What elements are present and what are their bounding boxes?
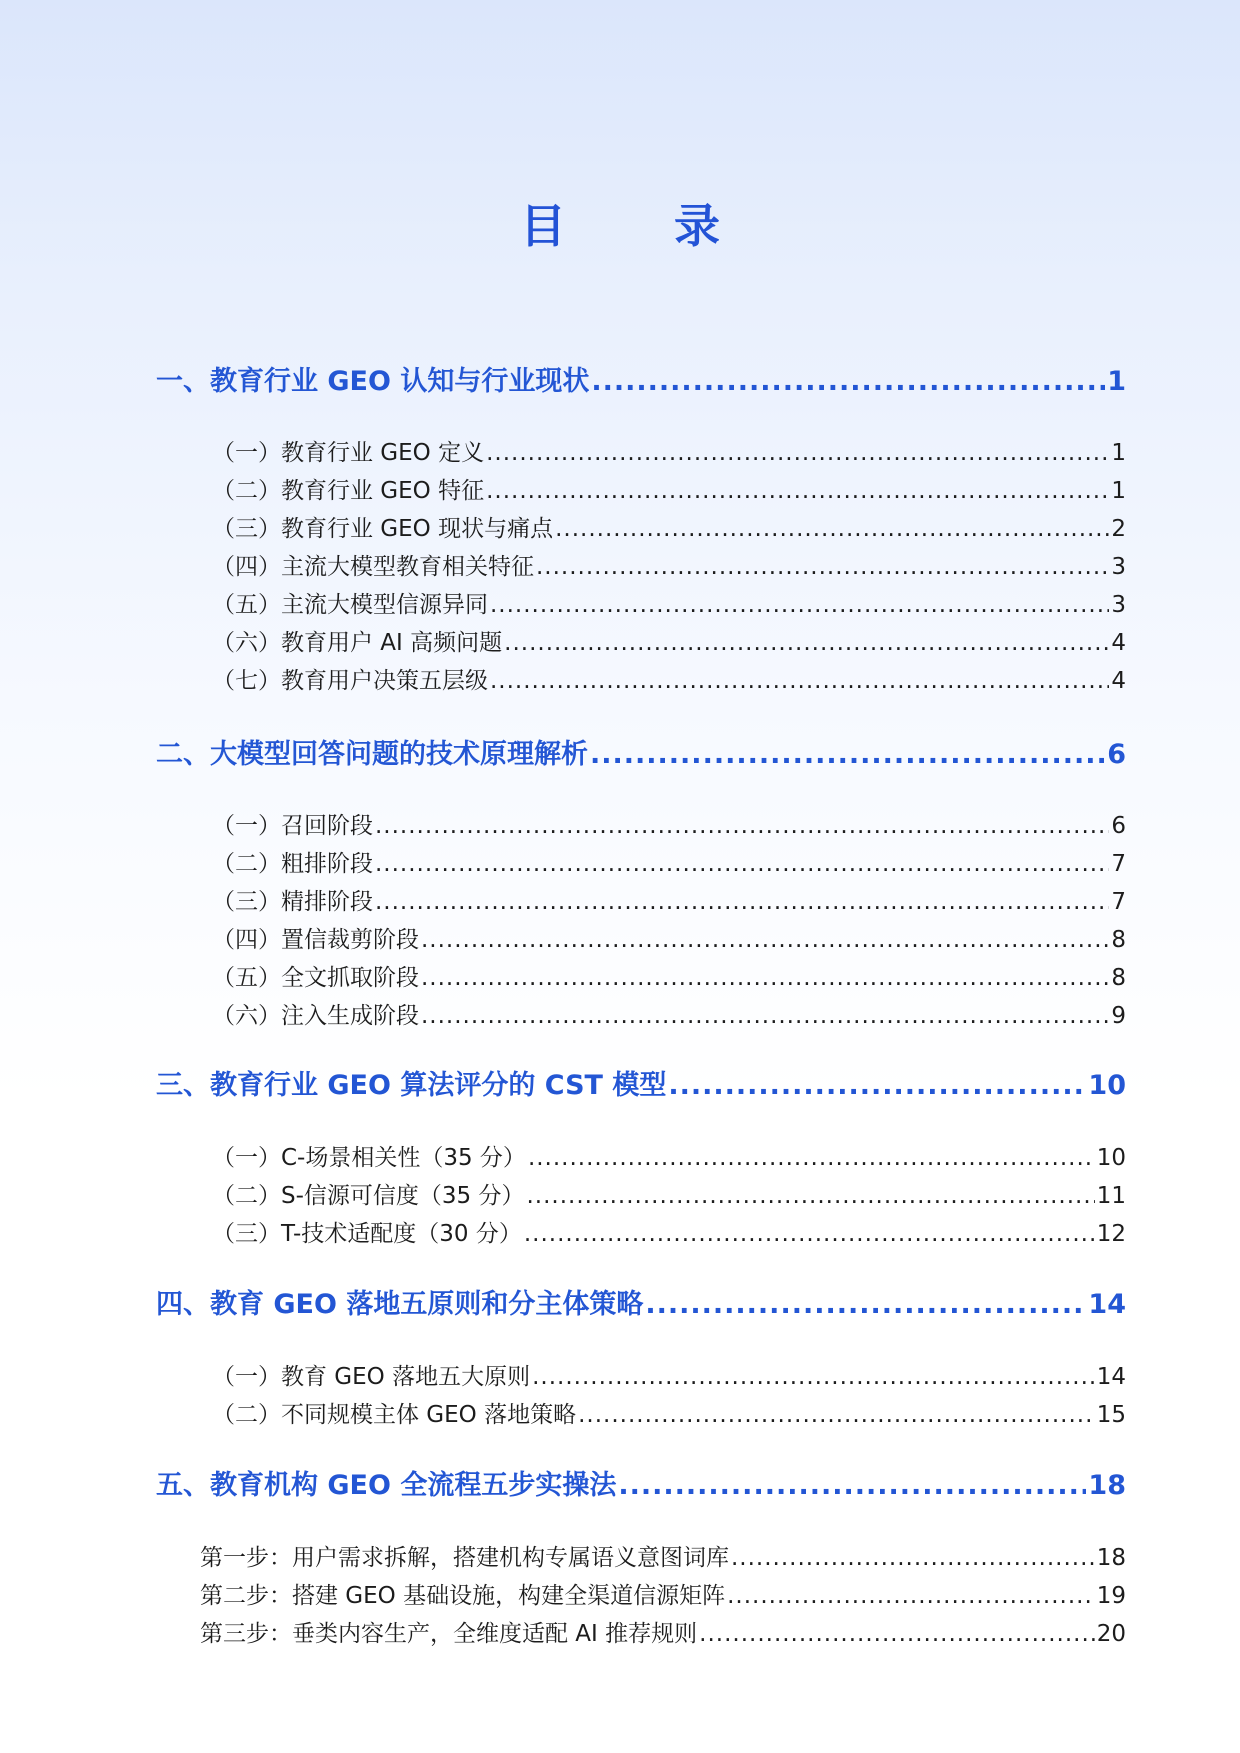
page-number: 1 [1111,478,1126,504]
page-number: 2 [1111,516,1126,542]
toc-item-1-4[interactable] [212,552,1126,582]
page-number: 14 [1088,1289,1126,1320]
page-number: 7 [1111,851,1126,877]
page-number: 10 [1088,1070,1126,1101]
page-number: 8 [1111,927,1126,953]
item-label: 第三步：垂类内容生产，全维度适配 AI 推荐规则 [200,1621,698,1647]
page-number: 9 [1111,1003,1126,1029]
item-label: （七）教育用户决策五层级 [212,668,488,694]
page-number: 6 [1107,739,1126,770]
dot-leader [526,1181,1094,1211]
toc-item-5-2[interactable] [200,1581,1126,1611]
page-number: 10 [1096,1145,1126,1171]
dot-leader [528,1143,1095,1173]
page-number: 8 [1111,965,1126,991]
page-number: 4 [1111,630,1126,656]
page-number: 3 [1111,592,1126,618]
toc-section-5[interactable] [156,1469,1126,1503]
dot-leader [421,963,1109,993]
dot-leader [668,1069,1086,1103]
toc-section-1[interactable] [156,365,1126,399]
section-label: 三、教育行业 GEO 算法评分的 CST 模型 [156,1070,667,1101]
section-label: 四、教育 GEO 落地五原则和分主体策略 [156,1289,644,1320]
dot-leader [375,849,1109,879]
page-number: 14 [1096,1364,1126,1390]
dot-leader [490,590,1109,620]
section-label: 一、教育行业 GEO 认知与行业现状 [156,366,590,397]
dot-leader [645,1288,1086,1322]
page-number: 7 [1111,889,1126,915]
toc-item-1-3[interactable] [212,514,1126,544]
page-number: 1 [1107,366,1126,397]
item-label: （五）全文抓取阶段 [212,965,419,991]
toc-item-5-3[interactable] [200,1619,1126,1649]
dot-leader [590,738,1105,772]
toc-item-2-3[interactable] [212,887,1126,917]
item-label: （一）教育行业 GEO 定义 [212,440,485,466]
toc-item-1-6[interactable] [212,628,1126,658]
item-label: （一）教育 GEO 落地五大原则 [212,1364,531,1390]
item-label: （三）教育行业 GEO 现状与痛点 [212,516,554,542]
item-label: （五）主流大模型信源异同 [212,592,488,618]
toc-section-2[interactable] [156,738,1126,772]
dot-leader [486,438,1109,468]
item-label: （二）粗排阶段 [212,851,373,877]
page-number: 12 [1096,1221,1126,1247]
dot-leader [504,628,1109,658]
dot-leader [524,1219,1095,1249]
item-label: （三）精排阶段 [212,889,373,915]
page-number: 19 [1096,1583,1126,1609]
dot-leader [536,552,1109,582]
dot-leader [375,887,1109,917]
item-label: （一）C-场景相关性（35 分） [212,1145,526,1171]
toc-item-2-1[interactable] [212,811,1126,841]
page-number: 4 [1111,668,1126,694]
toc-item-2-4[interactable] [212,925,1126,955]
toc-item-4-1[interactable] [212,1362,1126,1392]
toc-item-1-5[interactable] [212,590,1126,620]
toc-item-3-1[interactable] [212,1143,1126,1173]
item-label: （二）S-信源可信度（35 分） [212,1183,525,1209]
item-label: （四）置信裁剪阶段 [212,927,419,953]
dot-leader [591,365,1105,399]
page-number: 11 [1096,1183,1126,1209]
toc-section-3[interactable] [156,1069,1126,1103]
toc-item-4-2[interactable] [212,1400,1126,1430]
dot-leader [699,1619,1095,1649]
page-number: 1 [1111,440,1126,466]
item-label: （六）教育用户 AI 高频问题 [212,630,503,656]
toc-item-2-2[interactable] [212,849,1126,879]
item-label: （二）教育行业 GEO 特征 [212,478,485,504]
item-label: （三）T-技术适配度（30 分） [212,1221,522,1247]
page-number: 3 [1111,554,1126,580]
toc-item-1-2[interactable] [212,476,1126,506]
toc-item-3-2[interactable] [212,1181,1126,1211]
item-label: 第二步：搭建 GEO 基础设施，构建全渠道信源矩阵 [200,1583,726,1609]
section-label: 五、教育机构 GEO 全流程五步实操法 [156,1470,617,1501]
toc-section-4[interactable] [156,1288,1126,1322]
dot-leader [532,1362,1095,1392]
dot-leader [486,476,1109,506]
page-number: 18 [1088,1470,1126,1501]
page-title: 目 录 [519,199,766,253]
dot-leader [421,925,1109,955]
page-number: 20 [1096,1621,1126,1647]
page-number: 18 [1096,1545,1126,1571]
toc-item-1-1[interactable] [212,438,1126,468]
dot-leader [731,1543,1095,1573]
section-label: 二、大模型回答问题的技术原理解析 [156,739,588,770]
item-label: 第一步：用户需求拆解，搭建机构专属语义意图词库 [200,1545,729,1571]
toc-item-2-6[interactable] [212,1001,1126,1031]
toc-item-2-5[interactable] [212,963,1126,993]
dot-leader [375,811,1109,841]
item-label: （四）主流大模型教育相关特征 [212,554,534,580]
item-label: （六）注入生成阶段 [212,1003,419,1029]
item-label: （二）不同规模主体 GEO 落地策略 [212,1402,577,1428]
dot-leader [618,1469,1086,1503]
toc-item-5-1[interactable] [200,1543,1126,1573]
dot-leader [555,514,1109,544]
dot-leader [578,1400,1095,1430]
toc-item-1-7[interactable] [212,666,1126,696]
toc-item-3-3[interactable] [212,1219,1126,1249]
page-number: 6 [1111,813,1126,839]
dot-leader [727,1581,1095,1611]
dot-leader [421,1001,1109,1031]
page-number: 15 [1096,1402,1126,1428]
item-label: （一）召回阶段 [212,813,373,839]
dot-leader [490,666,1109,696]
